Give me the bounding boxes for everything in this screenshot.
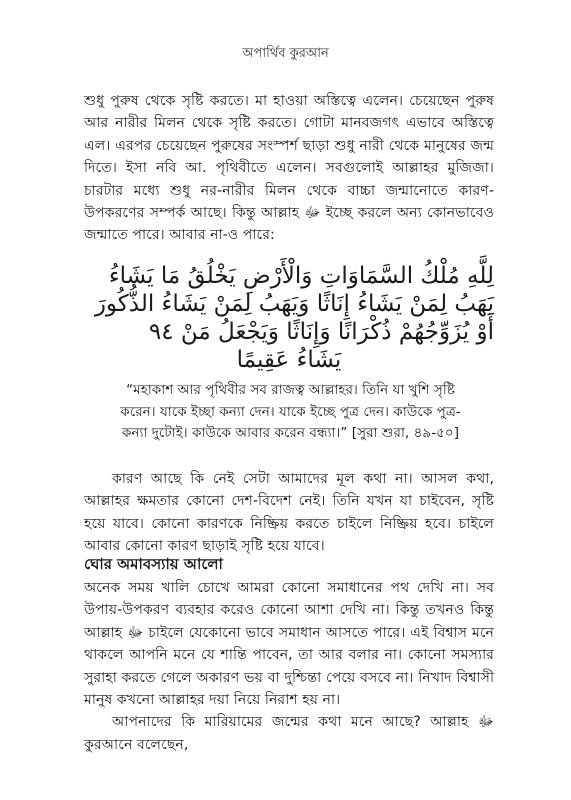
arabic-line-4: يَشَاءُ عَقِيمًا <box>236 347 342 373</box>
arabic-line-1: لِلَّهِ مُلْكُ السَّمَاوَاتِ وَالْأَرْضِ يَخْلُقُ مَا يَشَاءُ <box>108 263 494 289</box>
arabic-line-3: أَوْ يُزَوِّجُهُمْ ذُكْرَانًا وَإِنَاثًا وَيَجْعَلُ مَنْ ٩٤ <box>148 319 494 345</box>
running-header: অপার্থিব কুরআন <box>242 46 329 61</box>
section-heading: ঘোর অমাবস্যায় আলো <box>84 555 223 573</box>
paragraph-3 <box>84 577 494 756</box>
arabic-line-2: يَهَبُ لِمَنْ يَشَاءُ إِنَاثًا وَيَهَبُ لِمَنْ يَشَاءُ الذُّكُورَ <box>94 291 494 317</box>
paragraph-1: শুধু পুরুষ থেকে সৃষ্টি করতে। মা হাওয়া অস্তিত্বে এলেন। চেয়েছেন পুরুষ আর নারীর মিলন থেকে সৃষ্টি করতে। গোটা মানবজগৎ এভাবে অস্তিত্বে এল। এরপর চেয়েছেন পুরুষের সংস্পর্শ ছাড়া শুধু নারী থেকে মানুষের জন্ম দিতে। ইসা নবি আ. পৃথিবীতে এলেন। সবগুলোই আল্লাহর মুজিজা। চারটার মধ্যে শুধু নর-নারীর মিলন থেকে বাচ্চা জন্মানোতে কারণ-উপকরণের সম্পর্ক আছে। কিন্তু আল্লাহ ﷻ ইচ্ছে করলে অন্য কোনভাবেও জন্মাতে পারে। আবার না-ও পারে: <box>84 93 494 244</box>
paragraph-2: কারণ আছে কি নেই সেটা আমাদের মূল কথা না। আসল কথা, আল্লাহর ক্ষমতার কোনো দেশ-বিদেশ নেই। তিনি যখন যা চাইবেন, সৃষ্টি হয়ে যাবে। কোনো কারণকে নিষ্ক্রিয় করতে চাইলে নিষ্ক্রিয় হবে। চাইলে আবার কোনো কারণ ছাড়াই সৃষ্টি হয়ে যাবে। <box>84 471 494 555</box>
paragraph-4: আপনাদের কি মারিয়ামের জন্মের কথা মনে আছে? আল্লাহ ﷻ কুরআনে বলেছেন, <box>84 714 494 753</box>
verse-translation: “মহাকাশ আর পৃথিবীর সব রাজত্ব আল্লাহর। তিনি যা খুশি সৃষ্টি করেন। যাকে ইচ্ছা কন্যা দেন। যাকে ইচ্ছে পুত্র দেন। কাউকে পুত্র-কন্যা দুটোই। কাউকে আবার করেন বন্ধ্যা।” [সুরা শুরা, ৪৯-৫০] <box>120 382 461 441</box>
arabic-verse <box>84 262 494 374</box>
paragraph-3-body: অনেক সময় খালি চোখে আমরা কোনো সমাধানের পথ দেখি না। সব উপায়-উপকরণ ব্যবহার করেও কোনো আশা দেখি না। কিন্তু তখনও কিন্তু আল্লাহ ﷻ চাইলে যেকোনো ভাবে সমাধান আসতে পারে। এই বিশ্বাস মনে থাকলে আপনি মনে যে শান্তি পাবেন, তা আর বলার না। কোনো সমস্যার সুরাহা করতে গেলে অকারণ ভয় বা দুশ্চিন্তা পেয়ে বসবে না। নিখাদ বিশ্বাসী মানুষ কখনো আল্লাহর দয়া নিয়ে নিরাশ হয় না। <box>84 580 495 709</box>
